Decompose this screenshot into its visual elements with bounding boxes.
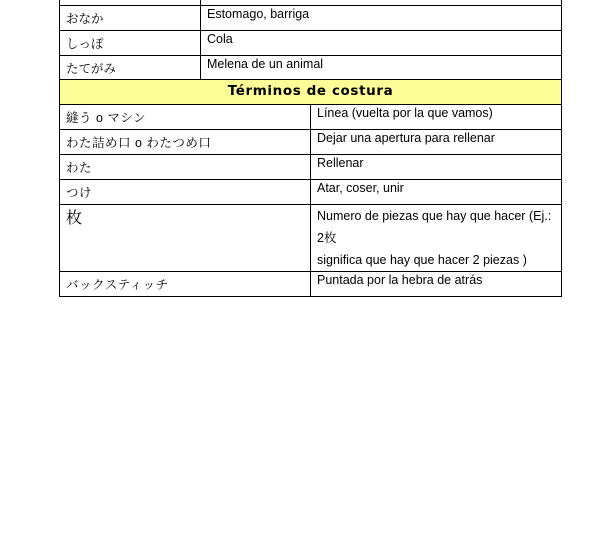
table-row <box>60 31 562 56</box>
japanese-term-cell: おなか <box>60 6 201 31</box>
table-row <box>60 272 562 297</box>
japanese-term-cell: しっぽ <box>60 31 201 56</box>
spanish-meaning-cell <box>311 205 562 272</box>
japanese-term-cell: バックスティッチ <box>60 272 311 297</box>
japanese-term-cell: わた <box>60 155 311 180</box>
spanish-meaning-cell: Puntada por la hebra de atrás <box>311 272 562 297</box>
table-row <box>60 56 562 81</box>
spanish-meaning-cell: Dejar una apertura para rellenar <box>311 130 562 155</box>
spanish-meaning-cell: Atar, coser, unir <box>311 180 562 205</box>
japanese-term-cell: わた詰め口 o わたつめ口 <box>60 130 311 155</box>
spanish-meaning-cell: Cola <box>201 31 562 56</box>
sewing-terms-table <box>59 79 562 297</box>
table-row <box>60 6 562 31</box>
section-heading: Términos de costura <box>60 80 562 105</box>
table-row <box>60 155 562 180</box>
japanese-term-cell: 縫う o マシン <box>60 105 311 130</box>
table-row <box>60 180 562 205</box>
japanese-term-cell: 枚 <box>60 205 311 272</box>
table-row <box>60 205 562 272</box>
spanish-meaning-cell: Estomago, barriga <box>201 6 562 31</box>
japanese-term-cell: つけ <box>60 180 311 205</box>
table-row <box>60 105 562 130</box>
table-header-row <box>60 80 562 105</box>
spanish-meaning-line: Numero de piezas que hay que hacer (Ej.: 2枚 <box>317 209 552 245</box>
spanish-meaning-cell: Melena de un animal <box>201 56 562 81</box>
spanish-meaning-cell: Línea (vuelta por la que vamos) <box>311 105 562 130</box>
spanish-meaning-line: significa que hay que hacer 2 piezas ) <box>317 253 527 267</box>
table-row <box>60 130 562 155</box>
body-terms-table <box>59 0 562 81</box>
japanese-term-cell: たてがみ <box>60 56 201 81</box>
spanish-meaning-cell: Rellenar <box>311 155 562 180</box>
